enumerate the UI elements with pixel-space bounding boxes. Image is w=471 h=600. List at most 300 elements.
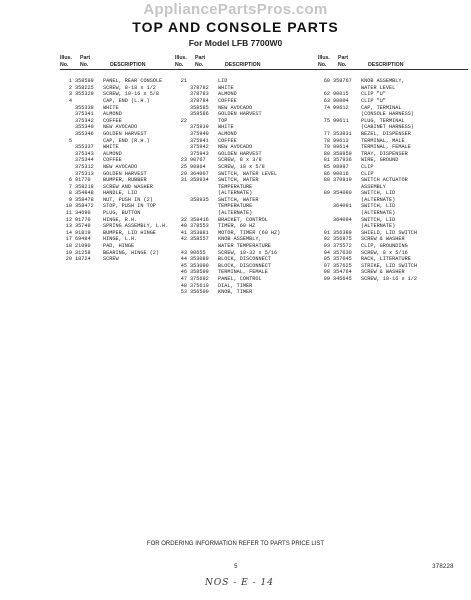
parts-row [318, 138, 468, 145]
illus-number [60, 124, 75, 131]
part-number: 354848 [75, 190, 94, 197]
illus-number [175, 243, 190, 250]
part-number: 357645 [333, 256, 352, 263]
parts-row [318, 217, 468, 224]
part-number: 31258 [75, 249, 91, 256]
part-description: BEZEL, DISPENSER [361, 130, 411, 137]
parts-row [318, 98, 468, 105]
document-code: 378228 [432, 563, 454, 570]
illus-number: 46 [180, 269, 187, 276]
part-description: KNOB ASSEMBLY, [361, 78, 405, 85]
part-number: 90864 [190, 163, 206, 170]
illus-number [60, 164, 75, 171]
parts-row [175, 144, 325, 151]
part-number: 358934 [190, 177, 209, 184]
parts-row [318, 190, 468, 197]
part-description: RACK, LITERATURE [361, 256, 411, 263]
part-description: TEMPERATURE [218, 183, 253, 190]
part-description: BRACKET, CONTROL [218, 216, 268, 223]
illus-number: 31 [180, 177, 187, 184]
part-description: DIAL, TIMER [218, 282, 253, 289]
part-number: 34690 [75, 210, 91, 217]
parts-row [175, 276, 325, 283]
illus-number: 41 [180, 229, 187, 236]
part-description: CLIP "U" [361, 97, 386, 104]
part-number: 355338 [75, 104, 94, 111]
part-number: 353831 [333, 130, 352, 137]
illus-number: 40 [180, 223, 187, 230]
illus-number [318, 85, 333, 92]
part-number: 364007 [190, 170, 209, 177]
part-number: 358935 [190, 196, 209, 203]
illus-number: 12 [65, 216, 72, 223]
illus-number [175, 190, 190, 197]
illus-number: 53 [180, 289, 187, 296]
part-number: 357936 [333, 157, 352, 164]
header-part-no: No. [195, 61, 204, 68]
parts-row [175, 203, 325, 210]
part-description: BUMPER, LID HINGE [103, 229, 156, 236]
part-description: BLOCK, DISCONNECT [218, 256, 271, 263]
part-number: 18724 [75, 256, 91, 263]
handwritten-note: NOS - E - 14 [205, 578, 274, 588]
part-number [333, 85, 361, 92]
part-description: GOLDEN HARVEST [103, 130, 147, 137]
parts-row [175, 111, 325, 118]
parts-row [318, 111, 468, 118]
illus-number: 74 [323, 104, 330, 111]
illus-number [60, 111, 75, 118]
part-number: 21090 [75, 243, 91, 250]
parts-row [175, 171, 325, 178]
part-number [190, 78, 218, 85]
parts-row [318, 91, 468, 98]
parts-row [318, 230, 468, 237]
parts-row [175, 223, 325, 230]
part-description: COFFEE [218, 137, 237, 144]
part-description: SWITCH ACTUATOR [361, 177, 408, 184]
illus-number: 97 [323, 262, 330, 269]
part-description: GOLDEN HARVEST [103, 170, 147, 177]
illus-number: 81 [323, 157, 330, 164]
parts-row [318, 85, 468, 92]
illus-number: 92 [323, 236, 330, 243]
part-number: 35749 [75, 223, 91, 230]
illus-number: 9 [68, 196, 72, 203]
illus-number: 13 [65, 223, 72, 230]
illus-number: 88 [323, 177, 330, 184]
part-number: 90767 [190, 157, 206, 164]
part-number: 90016 [333, 170, 349, 177]
parts-row [175, 78, 325, 85]
parts-row [318, 124, 468, 131]
header-illus: Illus. [318, 55, 330, 61]
illus-number [318, 111, 333, 118]
part-number: 99614 [333, 144, 349, 151]
illus-number: 23 [180, 157, 187, 164]
part-number: 69484 [75, 236, 91, 243]
part-number: 375344 [75, 157, 94, 164]
illus-number [175, 124, 190, 131]
illus-number: 2 [68, 84, 72, 91]
header-part: Part [80, 55, 91, 61]
illus-number [175, 144, 190, 151]
part-description: (ALTERNATE) [218, 190, 253, 197]
part-description: SCREW, 8 x 5/16 [361, 249, 408, 256]
header-illus: Illus. [60, 55, 72, 61]
part-description: TEMPERATURE [218, 203, 253, 210]
part-number [75, 138, 103, 145]
parts-row [318, 78, 468, 85]
part-description: SCREW & WASHER [361, 236, 405, 243]
part-description: WATER TEMPERATURE [218, 243, 271, 250]
illus-number: 75 [323, 117, 330, 124]
part-number: 355340 [75, 124, 94, 131]
part-description: KNOB, TIMER [218, 289, 253, 296]
part-number [190, 210, 218, 217]
illus-number: 85 [323, 163, 330, 170]
parts-row [318, 236, 468, 243]
parts-row [175, 105, 325, 112]
part-description: PLUG, BUTTON [103, 210, 141, 217]
illus-number [175, 85, 190, 92]
part-number: 91770 [75, 216, 91, 223]
part-number: 370919 [333, 177, 352, 184]
illus-number: 17 [65, 236, 72, 243]
part-number: 375939 [190, 124, 209, 131]
part-number: 356975 [333, 236, 352, 243]
illus-number [318, 184, 333, 191]
part-description: SWITCH, WATER LEVEL [218, 170, 278, 177]
part-description: PANEL, REAR CONSOLE [103, 78, 163, 85]
part-description: NEW AVOCADO [218, 144, 253, 151]
parts-row [175, 217, 325, 224]
part-description: CAP, END (R.H.) [103, 137, 150, 144]
part-number: 90015 [333, 91, 349, 98]
part-number: 358585 [190, 104, 209, 111]
part-description: SWITCH, LID [361, 203, 396, 210]
part-number [190, 243, 218, 250]
part-number: 91819 [75, 229, 91, 236]
parts-row [175, 236, 325, 243]
illus-number [60, 157, 75, 164]
parts-row [175, 289, 325, 296]
parts-row [318, 151, 468, 158]
parts-row [175, 177, 325, 184]
part-number: 345645 [333, 276, 352, 282]
illus-number [60, 118, 75, 125]
illus-number [318, 217, 333, 224]
part-description: SCREW AND WASHER [103, 183, 153, 190]
part-description: KNOB ASSEMBLY, [218, 236, 262, 243]
part-description: COFFEE [103, 157, 122, 164]
parts-column-2 [175, 55, 325, 296]
part-description: ALMOND [103, 111, 122, 118]
header-illus: Illus. [175, 55, 187, 61]
part-description: ALMOND [218, 130, 237, 137]
part-number: 375342 [75, 117, 94, 124]
part-description: TIMER, 60 HZ [218, 223, 256, 230]
illus-number: 60 [323, 78, 330, 85]
illus-number: 4 [68, 97, 72, 104]
part-number: 364091 [333, 203, 352, 210]
header-illus-no: No. [175, 61, 184, 68]
illus-number: 29 [180, 170, 187, 177]
part-description: STRIKE, LID SWITCH [361, 262, 418, 269]
part-number: 353090 [190, 262, 209, 269]
parts-row [318, 131, 468, 138]
parts-row [175, 118, 325, 125]
illus-number: 10 [65, 203, 72, 210]
part-description: NEW AVOCADO [103, 124, 138, 131]
parts-row [318, 210, 468, 217]
header-illus-no: No. [318, 61, 327, 68]
illus-number: 78 [323, 137, 330, 144]
part-description: CLIP [361, 163, 374, 170]
part-number: 358767 [333, 78, 352, 85]
parts-row [318, 223, 468, 230]
illus-number [175, 203, 190, 210]
header-description: DESCRIPTION [225, 61, 261, 68]
part-number [75, 98, 103, 105]
illus-number: 63 [323, 97, 330, 104]
part-description: SCREW, 10 x 5/8 [218, 163, 265, 170]
illus-number: 6 [68, 177, 72, 184]
part-number: 358557 [190, 236, 209, 243]
part-number [333, 210, 361, 217]
parts-row [175, 243, 325, 250]
part-number: 378784 [190, 97, 209, 104]
part-description: GOLDEN HARVEST [218, 111, 262, 118]
part-description: COFFEE [218, 97, 237, 104]
illus-number: 86 [323, 170, 330, 177]
illus-number [60, 131, 75, 138]
part-description: TERMINAL, MALE [361, 137, 405, 144]
parts-row [175, 230, 325, 237]
part-number: 99612 [333, 104, 349, 111]
part-number: 364094 [333, 216, 352, 223]
page-title: TOP AND CONSOLE PARTS [132, 19, 339, 35]
part-number: 99613 [333, 137, 349, 144]
parts-row [318, 269, 468, 276]
illus-number [318, 203, 333, 210]
part-description: SWITCH, WATER [218, 196, 259, 203]
illus-number: 93 [323, 243, 330, 250]
parts-row [175, 98, 325, 105]
parts-row [318, 105, 468, 112]
part-number: 358218 [75, 183, 94, 190]
part-number: 354080 [333, 190, 352, 197]
part-description: HINGE, R.H. [103, 216, 138, 223]
header-part-no: No. [80, 61, 89, 68]
parts-row [175, 151, 325, 158]
illus-number [175, 210, 190, 217]
illus-number: 95 [323, 256, 330, 263]
part-number: 378553 [190, 223, 209, 230]
part-number: 358599 [190, 269, 209, 276]
parts-row [175, 263, 325, 270]
part-description: TERMINAL, FEMALE [218, 269, 268, 276]
part-number: 378782 [190, 84, 209, 91]
part-description: BLOCK, DISCONNECT [218, 262, 271, 269]
illus-number: 94 [323, 249, 330, 256]
part-description: PAD, HINGE [103, 243, 135, 250]
illus-number [175, 197, 190, 204]
parts-row [175, 256, 325, 263]
part-description: (ALTERNATE) [361, 196, 396, 203]
parts-row [175, 197, 325, 204]
illus-number: 99 [323, 276, 330, 282]
parts-row [318, 157, 468, 164]
part-description: WHITE [103, 144, 119, 151]
illus-number [60, 151, 75, 158]
part-description: LID [218, 78, 228, 85]
part-description: SCREW, 8 x 3/8 [218, 157, 262, 164]
parts-row [175, 157, 325, 164]
part-description: (ALTERNATE) [361, 223, 396, 230]
illus-number: 18 [65, 243, 72, 250]
part-number: 375341 [75, 111, 94, 118]
column-header [318, 55, 468, 70]
illus-number: 22 [180, 117, 187, 124]
header-part: Part [195, 55, 206, 61]
part-number [333, 124, 361, 131]
illus-number: 1 [68, 78, 72, 85]
parts-row [175, 210, 325, 217]
part-description: GOLDEN HARVEST [218, 150, 262, 157]
parts-row [318, 276, 468, 283]
part-description: SCREW, 10-16 x 5/8 [103, 91, 160, 98]
illus-number: 5 [68, 137, 72, 144]
illus-number: 11 [65, 210, 72, 217]
part-number [333, 223, 361, 230]
parts-row [318, 177, 468, 184]
illus-number: 32 [180, 216, 187, 223]
illus-number: 98 [323, 269, 330, 276]
watermark: AppliancePartsPros.com [143, 1, 328, 18]
illus-number [175, 91, 190, 98]
part-number: 375942 [190, 144, 209, 151]
illus-number: 80 [323, 150, 330, 157]
illus-number: 47 [180, 276, 187, 282]
part-number: 355337 [75, 144, 94, 151]
part-description: (CONSOLE HARNESS) [361, 111, 414, 118]
part-number: 90655 [190, 249, 206, 256]
part-number: 356389 [333, 229, 352, 236]
part-description: CAP, TERMINAL [361, 104, 402, 111]
illus-number [175, 138, 190, 145]
part-number: 355346 [75, 130, 94, 137]
part-number: 358416 [190, 216, 209, 223]
part-number: 375610 [190, 282, 209, 289]
part-number: 90004 [333, 97, 349, 104]
illus-number [60, 105, 75, 112]
part-description: PANEL, CONTROL [218, 276, 262, 282]
part-number [333, 184, 361, 191]
header-description: DESCRIPTION [110, 61, 146, 68]
illus-number [318, 197, 333, 204]
part-description: TOP [218, 117, 228, 124]
illus-number [175, 151, 190, 158]
part-description: WATER LEVEL [361, 84, 396, 91]
part-description: CLIP [361, 170, 374, 177]
part-description: WHITE [218, 124, 234, 131]
illus-number: 79 [323, 144, 330, 151]
parts-column-3 [318, 55, 468, 283]
parts-row [318, 243, 468, 250]
header-description: DESCRIPTION [368, 61, 404, 68]
parts-row [175, 250, 325, 257]
part-description: CLIP "U" [361, 91, 386, 98]
column-header [175, 55, 325, 70]
parts-row [175, 124, 325, 131]
parts-row [175, 283, 325, 290]
part-description: NEW AVOCADO [218, 104, 253, 111]
parts-row [175, 190, 325, 197]
part-description: SCREW, 10-16 x 1/2 [361, 276, 418, 282]
part-description: NUT, PUSH IN (2) [103, 196, 153, 203]
part-number [333, 111, 361, 118]
illus-number: 42 [180, 236, 187, 243]
part-number: 91770 [75, 177, 91, 184]
part-description: PLUG, TERMINAL [361, 117, 405, 124]
part-description: SCREW [103, 256, 119, 263]
header-part: Part [338, 55, 349, 61]
part-description: SWITCH, LID [361, 216, 396, 223]
parts-row [175, 164, 325, 171]
part-number: 375313 [75, 170, 94, 177]
part-number: 99611 [333, 117, 349, 124]
illus-number [60, 144, 75, 151]
part-description: ASSEMBLY [361, 183, 386, 190]
part-number: 358586 [190, 111, 209, 118]
part-description: SCREW, 8-18 x 1/2 [103, 84, 156, 91]
part-description: SWITCH, LID [361, 190, 396, 197]
ordering-info-footer: FOR ORDERING INFORMATION REFER TO PARTS PRICE LIST [146, 541, 325, 547]
page-number: 5 [234, 563, 238, 570]
illus-number: 19 [65, 249, 72, 256]
part-number: 375312 [75, 163, 94, 170]
part-number: 353089 [190, 256, 209, 263]
part-number: 354764 [333, 269, 352, 276]
part-description: COFFEE [103, 117, 122, 124]
illus-number: 14 [65, 229, 72, 236]
part-description: (ALTERNATE) [361, 210, 396, 217]
part-number [190, 184, 218, 191]
parts-row [175, 269, 325, 276]
part-number: 358472 [75, 203, 94, 210]
part-description: WHITE [218, 84, 234, 91]
part-description: (CABINET HARNESS) [361, 124, 414, 131]
part-description: SHIELD, LID SWITCH [361, 229, 418, 236]
part-number: 375941 [190, 137, 209, 144]
part-number: 358859 [333, 150, 352, 157]
part-description: MOTOR, TIMER (60 HZ) [218, 229, 281, 236]
parts-row [318, 171, 468, 178]
illus-number: 48 [180, 282, 187, 289]
illus-number [175, 131, 190, 138]
illus-number: 91 [323, 229, 330, 236]
parts-row [318, 118, 468, 125]
illus-number: 7 [68, 183, 72, 190]
illus-number: 43 [180, 249, 187, 256]
part-number: 355329 [75, 91, 94, 98]
part-number: 356500 [190, 289, 209, 296]
part-number: 375343 [75, 150, 94, 157]
part-number: 358225 [75, 84, 94, 91]
header-illus-no: No. [60, 61, 69, 68]
illus-number: 8 [68, 190, 72, 197]
